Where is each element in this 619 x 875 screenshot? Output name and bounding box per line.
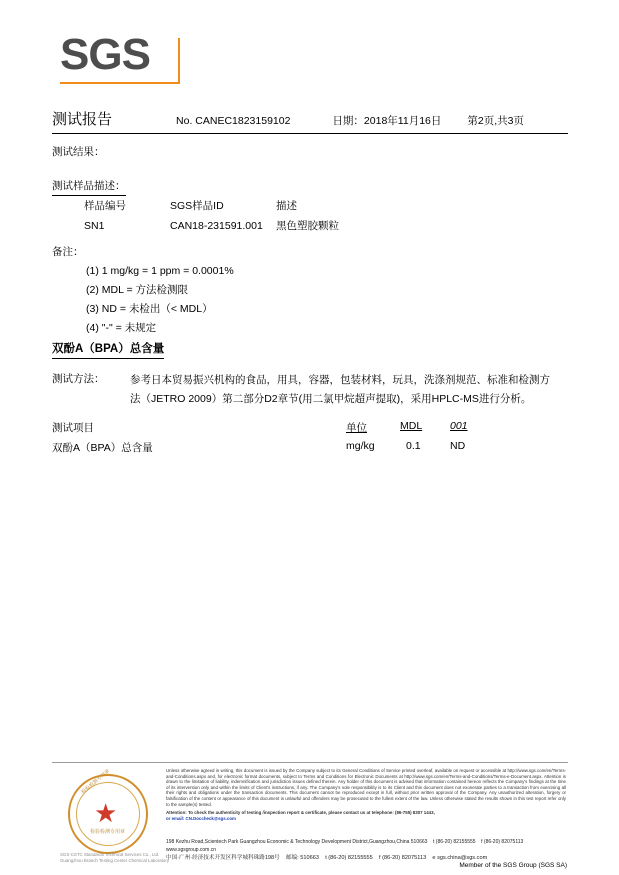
logo-underline xyxy=(60,82,178,84)
sgs-logo-text: SGS xyxy=(60,30,150,79)
address-cn-zip: 邮编: 510663 xyxy=(285,855,319,861)
result-mdl-cell: 0.1 xyxy=(406,440,421,452)
list-item: (2) MDL = 方法检测限 xyxy=(86,284,188,296)
report-title-row xyxy=(52,108,568,129)
official-stamp xyxy=(60,768,170,866)
section-heading-bpa: 双酚A（BPA）总含量 xyxy=(52,340,164,359)
legal-body-text: Unless otherwise agreed in writing, this document is issued by the Company subject to its General Conditions of Service printed overleaf, available on request or accessible at http://www.sgs.com/en/Terms-and-Conditions.aspx and, for electronic format documents, subject to Terms and Conditions for Electronic Documents at http://www.sgs.com/en/Terms-and-Conditions/Terms-e-Document.aspx. Attention is drawn to the limitation of liability, indemnification and jurisdiction issues defined therein. Any holder of this document is advised that information contained hereon reflects the Company's findings at the time of its intervention only and within the limits of Client's instructions, if any. The Company's sole responsibility is to its Client and this document does not exonerate parties to a transaction from exercising all their rights and obligations under the transaction documents. This document cannot be reproduced except in full, without prior written approval of the Company. Any unauthorized alteration, forgery or falsification of the content or appearance of this document is unlawful and offenders may be prosecuted to the fullest extent of the law. Unless otherwise stated the results shown in this test report refer only to the sample(s) tested. xyxy=(166,768,566,807)
test-method-text: 参考日本贸易振兴机构的食品，用具，容器，包装材料，玩具，洗涤剂规范、标准和检测方法（JETRO 2009）第二部分D2章节(用二氯甲烷超声提取)，采用HPLC-MS进行分析。 xyxy=(130,374,550,405)
table-header-row xyxy=(84,198,396,218)
result-item-cell: 双酚A（BPA）总含量 xyxy=(52,442,153,454)
report-date: 日期：2018年11月16日 xyxy=(332,115,442,127)
stamp-ring-char: 检验检测专用章 xyxy=(80,768,112,796)
sample-description-label: 测试样品描述： xyxy=(52,178,126,196)
legal-disclaimer xyxy=(166,768,566,821)
result-value-cell: ND xyxy=(450,440,466,452)
stamp-caption-line1: SGS-CSTC Standards Technical Services Co., Ltd. xyxy=(60,852,160,857)
description-cell: 黑色塑胶颗粒 xyxy=(276,220,339,232)
sgs-sample-id-cell: CAN18-231591.001 xyxy=(170,219,263,232)
sgs-logo xyxy=(60,32,180,84)
result-unit-cell: mg/kg xyxy=(346,440,375,452)
remarks-list xyxy=(86,262,234,338)
stamp-ring-text xyxy=(60,770,156,860)
stamp-ring-char-bottom: 检验检测专用章 xyxy=(90,829,126,835)
sgs-sample-id-header: SGS样品ID xyxy=(170,200,224,212)
logo-vertical-bar xyxy=(178,38,180,84)
attention-line: Attention: To check the authenticity of testing /inspection report & certificate, please contact us at telephone: (86-755) 8307 1443, xyxy=(166,810,435,816)
page-title: 测试报告 xyxy=(52,111,113,128)
report-number: No. CANEC1823159102 xyxy=(176,115,291,127)
result-sample-header: 001 xyxy=(450,420,468,432)
address-cn-tel: t (86-20) 82155555 xyxy=(325,855,373,861)
address-line-en xyxy=(166,838,566,854)
doccheck-email[interactable]: or email: CN.Doccheck@sgs.com xyxy=(166,815,236,821)
address-cn-email[interactable]: e sgs.china@sgs.com xyxy=(432,855,488,861)
address-cn-fax: f (86-20) 82075113 xyxy=(379,855,427,861)
result-item-header: 测试项目 xyxy=(52,422,94,434)
sample-no-header: 样品编号 xyxy=(84,200,126,212)
star-icon: ★ xyxy=(94,798,118,828)
stamp-caption xyxy=(60,852,170,864)
footer-divider xyxy=(52,762,568,763)
address-cn-text: 中国·广州·经济技术开发区科学城科珠路198号 xyxy=(166,855,280,861)
address-en-fax: f (86-20) 82075113 xyxy=(481,839,524,845)
result-mdl-header: MDL xyxy=(400,420,423,432)
result-unit-header: 单位 xyxy=(346,422,367,434)
list-item: (4) "-" = 未规定 xyxy=(86,322,157,334)
header-divider xyxy=(52,133,568,134)
address-en-text: 198 Kezhu Road,Scientech Park Guangzhou Economic & Technology Development District,Guangzhou,China 510663 xyxy=(166,839,428,845)
description-header: 描述 xyxy=(276,200,297,212)
sample-no-cell: SN1 xyxy=(84,219,105,232)
address-en-tel: t (86-20) 82155555 xyxy=(433,839,476,845)
footer-address-block xyxy=(166,838,566,862)
address-line-cn xyxy=(166,854,566,862)
test-results-label: 测试结果： xyxy=(52,146,105,158)
list-item: (3) ND = 未检出（< MDL） xyxy=(86,303,213,315)
page-number: 第2页,共3页 xyxy=(467,115,524,127)
sample-table xyxy=(84,198,396,233)
stamp-caption-line2: Guangzhou Branch Testing Center Chemical Laboratory xyxy=(60,858,170,863)
table-row xyxy=(84,218,396,233)
member-line: Member of the SGS Group (SGS SA) xyxy=(459,862,567,869)
remarks-label: 备注： xyxy=(52,246,84,258)
list-item: (1) 1 mg/kg = 1 ppm = 0.0001% xyxy=(86,265,234,277)
test-method-label: 测试方法： xyxy=(52,373,105,385)
address-en-web[interactable]: www.sgsgroup.com.cn xyxy=(166,847,217,853)
